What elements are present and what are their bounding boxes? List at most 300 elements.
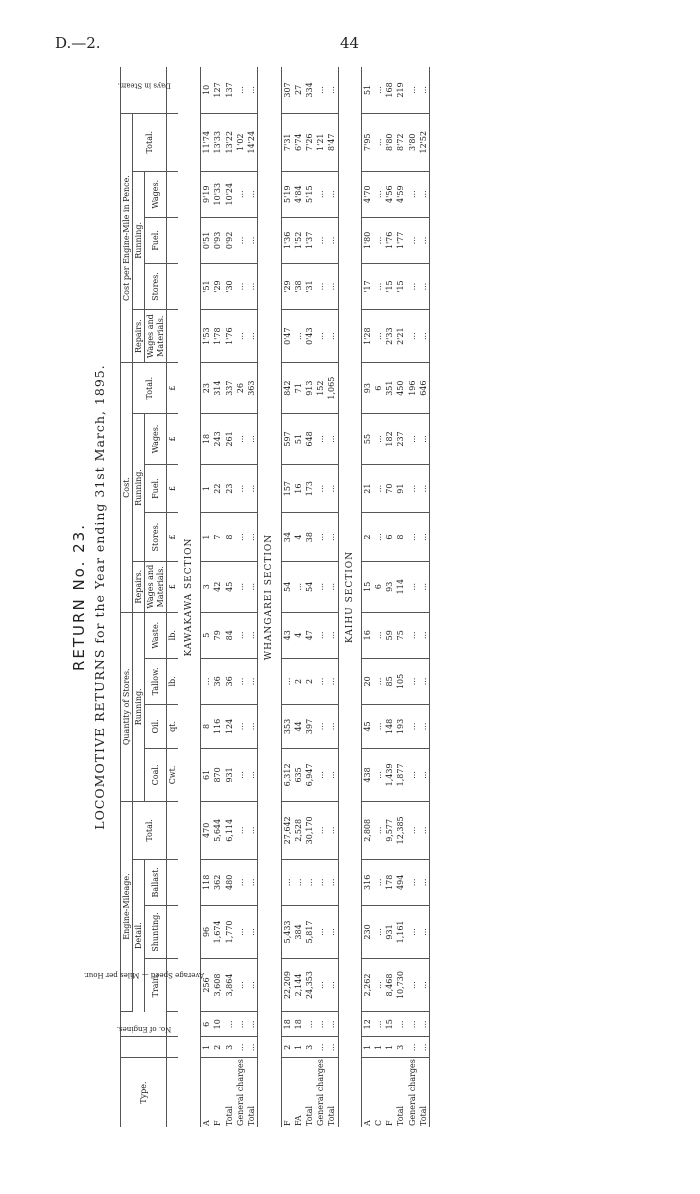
table-cell: ... xyxy=(315,705,326,749)
table-cell: ... xyxy=(246,67,258,113)
table-cell: 1,161 xyxy=(395,905,406,958)
table-cell: 450 xyxy=(395,363,406,414)
table-cell: 36 xyxy=(212,658,223,704)
table-cell: ... xyxy=(373,464,384,512)
table-cell: ... xyxy=(407,1012,418,1037)
table-cell: 1'28 xyxy=(361,310,373,363)
table-cell: 6 xyxy=(373,561,384,612)
table-cell: ... xyxy=(235,1012,246,1037)
table-cell: 597 xyxy=(281,414,293,465)
row-type-cell: General charges xyxy=(407,1059,417,1126)
table-cell: 1'37 xyxy=(304,217,315,263)
table-cell: ... xyxy=(326,310,338,363)
table-cell: 256 xyxy=(201,958,213,1011)
table-cell: 2 xyxy=(361,513,373,561)
table-cell: 397 xyxy=(304,705,315,749)
table-cell: ... xyxy=(407,464,418,512)
table-cell: 5,433 xyxy=(281,905,293,958)
table-cell: ... xyxy=(235,748,246,801)
table-cell: ... xyxy=(246,217,258,263)
table-cell: 59 xyxy=(384,612,395,658)
col-cpm-stores: Stores. xyxy=(145,263,166,309)
table-cell: '17 xyxy=(361,263,373,309)
table-cell: ... xyxy=(326,464,338,512)
table-cell: 5,817 xyxy=(304,905,315,958)
table-cell: 18 xyxy=(281,1012,293,1037)
table-cell: ... xyxy=(407,171,418,217)
table-cell: 4'70 xyxy=(361,171,373,217)
table-cell: ... xyxy=(235,67,246,113)
unit-cell xyxy=(166,1058,178,1127)
table-cell: 85 xyxy=(384,658,395,704)
table-cell: 15 xyxy=(361,561,373,612)
table-cell: ... xyxy=(373,67,384,113)
table-cell: 2,144 xyxy=(293,958,304,1011)
table-cell: 1,065 xyxy=(326,363,338,414)
section-title: WHANGAREI SECTION xyxy=(258,67,281,1127)
table-cell: 4 xyxy=(293,612,304,658)
table-cell: 10 xyxy=(201,67,213,113)
table-cell: 193 xyxy=(395,705,406,749)
unit-cell: £ xyxy=(166,363,178,414)
table-cell: ... xyxy=(326,748,338,801)
table-cell: ... xyxy=(315,310,326,363)
table-cell: ... xyxy=(395,1012,406,1037)
table-cell: 6 xyxy=(384,513,395,561)
table-cell: ... xyxy=(418,859,430,905)
table-cell: ... xyxy=(304,859,315,905)
table-cell: ... xyxy=(281,859,293,905)
table-cell: 16 xyxy=(293,464,304,512)
row-type-cell: Total xyxy=(304,1105,314,1126)
table-cell: 1'36 xyxy=(281,217,293,263)
table-cell: 2'33 xyxy=(384,310,395,363)
table-cell: '15 xyxy=(384,263,395,309)
table-cell: ... xyxy=(246,310,258,363)
table-cell: 18 xyxy=(293,1012,304,1037)
table-cell: 8'72 xyxy=(395,113,406,171)
unit-cell: Cwt. xyxy=(166,748,178,801)
table-cell: ... xyxy=(315,801,326,859)
table-cell: ... xyxy=(246,513,258,561)
table-cell: ... xyxy=(407,1037,418,1058)
table-cell: ... xyxy=(407,748,418,801)
table-cell: 1 xyxy=(384,1037,395,1058)
table-cell: 2 xyxy=(293,658,304,704)
row-type-cell: F xyxy=(385,1120,395,1126)
table-cell: 10 xyxy=(212,1012,223,1037)
table-cell: 1 xyxy=(293,1037,304,1058)
table-cell: 2'21 xyxy=(395,310,406,363)
section-title: KAIHU SECTION xyxy=(338,67,361,1127)
table-cell: 931 xyxy=(384,905,395,958)
table-cell: 316 xyxy=(361,859,373,905)
table-cell: ... xyxy=(407,905,418,958)
table-cell: ... xyxy=(418,612,430,658)
row-type-cell: F xyxy=(213,1120,223,1126)
table-cell: ... xyxy=(373,414,384,465)
table-cell: 7'95 xyxy=(361,113,373,171)
table-row xyxy=(315,67,326,1127)
table-row xyxy=(395,67,406,1127)
unit-cell xyxy=(166,310,178,363)
table-cell: 1'52 xyxy=(293,217,304,263)
table-cell: ... xyxy=(246,612,258,658)
table-cell: ... xyxy=(315,905,326,958)
table-cell: 118 xyxy=(201,859,213,905)
table-cell: 9,577 xyxy=(384,801,395,859)
table-cell: ... xyxy=(407,310,418,363)
unit-cell xyxy=(166,905,178,958)
table-cell: 45 xyxy=(361,705,373,749)
table-cell: ... xyxy=(235,859,246,905)
table-cell: 470 xyxy=(201,801,213,859)
table-cell: ... xyxy=(373,171,384,217)
table-cell: 4'56 xyxy=(384,171,395,217)
table-cell: 178 xyxy=(384,859,395,905)
table-cell: 0'51 xyxy=(201,217,213,263)
return-title: RETURN No. 23. xyxy=(70,523,88,671)
table-cell: 384 xyxy=(293,905,304,958)
section-row xyxy=(178,67,201,1127)
table-cell: ... xyxy=(304,1012,315,1037)
table-cell: 1'21 xyxy=(315,113,326,171)
col-cpm-repairs: Repairs. xyxy=(133,310,145,363)
col-coal: Coal. xyxy=(145,748,166,801)
rotated-return-table xyxy=(70,67,630,1127)
table-cell: ... xyxy=(315,464,326,512)
table-cell: 24,353 xyxy=(304,958,315,1011)
table-cell: ... xyxy=(315,217,326,263)
table-cell: 10'24 xyxy=(224,171,235,217)
table-cell: 71 xyxy=(293,363,304,414)
table-cell: ... xyxy=(326,561,338,612)
table-cell: ... xyxy=(407,217,418,263)
table-cell: 43 xyxy=(281,612,293,658)
table-cell: ... xyxy=(326,705,338,749)
row-type-cell: Total xyxy=(224,1105,234,1126)
table-cell: 12 xyxy=(361,1012,373,1037)
col-days-in-steam: Days in Steam. xyxy=(121,67,167,113)
table-cell: ... xyxy=(407,958,418,1011)
col-fuel: Fuel. xyxy=(145,464,166,512)
table-row xyxy=(212,67,223,1127)
table-cell: ... xyxy=(373,658,384,704)
table-cell: 6 xyxy=(201,1012,213,1037)
table-cell: '29 xyxy=(212,263,223,309)
table-cell: ... xyxy=(373,612,384,658)
table-cell: 15 xyxy=(384,1012,395,1037)
table-cell: ... xyxy=(235,263,246,309)
col-cpm-running: Running. xyxy=(133,171,145,310)
row-type-cell: F xyxy=(282,1120,292,1126)
unit-cell xyxy=(166,1037,178,1058)
table-cell: ... xyxy=(373,705,384,749)
section-row xyxy=(258,67,281,1127)
table-cell: 91 xyxy=(395,464,406,512)
table-cell: 230 xyxy=(361,905,373,958)
table-cell: ... xyxy=(326,217,338,263)
table-cell: ... xyxy=(235,905,246,958)
col-oil: Oil. xyxy=(145,705,166,749)
col-stores-running: Running. xyxy=(133,612,145,801)
table-cell: ... xyxy=(373,905,384,958)
table-cell: 168 xyxy=(384,67,395,113)
section-title: KAWAKAWA SECTION xyxy=(178,67,201,1127)
table-cell: ... xyxy=(246,658,258,704)
table-cell: ... xyxy=(281,658,293,704)
table-cell: ... xyxy=(326,414,338,465)
table-cell: ... xyxy=(373,513,384,561)
table-cell: ... xyxy=(315,414,326,465)
col-wages-materials: Wages and Materials. xyxy=(145,310,166,363)
unit-cell xyxy=(166,859,178,905)
table-cell: ... xyxy=(246,859,258,905)
table-row xyxy=(201,67,213,1127)
table-cell: ... xyxy=(418,263,430,309)
table-cell: 1,877 xyxy=(395,748,406,801)
table-cell: ... xyxy=(246,958,258,1011)
col-engine-mileage: Engine-Mileage. xyxy=(121,801,133,1011)
col-tallow: Tallow. xyxy=(145,658,166,704)
table-cell: 8 xyxy=(201,705,213,749)
table-cell: ... xyxy=(246,464,258,512)
table-cell: 4 xyxy=(293,513,304,561)
table-cell: 148 xyxy=(384,705,395,749)
table-row xyxy=(293,67,304,1127)
table-cell: 2,528 xyxy=(293,801,304,859)
table-cell: 27,642 xyxy=(281,801,293,859)
table-cell: ... xyxy=(373,801,384,859)
table-cell: ... xyxy=(418,513,430,561)
table-cell: 243 xyxy=(212,414,223,465)
table-row xyxy=(304,67,315,1127)
unit-cell xyxy=(166,801,178,859)
table-cell: 1 xyxy=(201,1037,213,1058)
table-cell: 3,608 xyxy=(212,958,223,1011)
table-cell: 42 xyxy=(212,561,223,612)
row-type-cell: Total xyxy=(326,1058,338,1127)
table-cell: '38 xyxy=(293,263,304,309)
col-quantity-stores: Quantity of Stores. xyxy=(121,612,133,801)
table-cell: 2,808 xyxy=(361,801,373,859)
table-cell: 16 xyxy=(361,612,373,658)
table-cell: ... xyxy=(315,1012,326,1037)
table-cell: 3 xyxy=(304,1037,315,1058)
table-cell: ... xyxy=(315,859,326,905)
table-cell: ... xyxy=(407,414,418,465)
table-cell: 7'31 xyxy=(281,113,293,171)
table-cell: ... xyxy=(373,1012,384,1037)
table-cell: ... xyxy=(407,801,418,859)
table-cell: 12'52 xyxy=(418,113,430,171)
table-cell: 84 xyxy=(224,612,235,658)
col-cost-total: Total. xyxy=(133,363,167,414)
table-cell: ... xyxy=(246,414,258,465)
table-cell: 0'93 xyxy=(212,217,223,263)
table-cell: 38 xyxy=(304,513,315,561)
table-cell: 1'53 xyxy=(201,310,213,363)
table-cell: 6'74 xyxy=(293,113,304,171)
table-row xyxy=(224,67,235,1127)
row-type-cell: General charges xyxy=(235,1059,245,1126)
table-cell: ... xyxy=(373,310,384,363)
table-cell: 114 xyxy=(395,561,406,612)
table-cell: 480 xyxy=(224,859,235,905)
table-cell: 913 xyxy=(304,363,315,414)
table-cell: 646 xyxy=(418,363,430,414)
unit-cell: £ xyxy=(166,464,178,512)
table-cell: 870 xyxy=(212,748,223,801)
table-cell: 5 xyxy=(201,612,213,658)
table-cell: ... xyxy=(326,905,338,958)
table-cell: 23 xyxy=(224,464,235,512)
table-cell: 8 xyxy=(224,513,235,561)
table-cell: 10,730 xyxy=(395,958,406,1011)
table-cell: ... xyxy=(407,263,418,309)
table-row xyxy=(361,67,373,1127)
table-cell: 51 xyxy=(361,67,373,113)
table-cell: ... xyxy=(235,1037,246,1058)
table-cell: 494 xyxy=(395,859,406,905)
table-cell: ... xyxy=(373,113,384,171)
table-cell: ... xyxy=(326,658,338,704)
table-cell: ... xyxy=(418,464,430,512)
col-mileage-total: Total. xyxy=(133,801,167,859)
table-cell: ... xyxy=(407,561,418,612)
table-cell: 3,864 xyxy=(224,958,235,1011)
table-cell: 6 xyxy=(373,363,384,414)
table-cell: ... xyxy=(326,859,338,905)
table-cell: 5,644 xyxy=(212,801,223,859)
table-cell: 353 xyxy=(281,705,293,749)
table-cell: ... xyxy=(235,171,246,217)
table-cell: ... xyxy=(315,1037,326,1058)
table-cell: 27 xyxy=(293,67,304,113)
table-cell: 10'33 xyxy=(212,171,223,217)
table-cell: ... xyxy=(326,612,338,658)
table-cell: 12,385 xyxy=(395,801,406,859)
table-cell: ... xyxy=(373,217,384,263)
table-cell: 9'19 xyxy=(201,171,213,217)
table-cell: 2 xyxy=(212,1037,223,1058)
col-shunting: Shunting. xyxy=(145,905,166,958)
table-cell: '15 xyxy=(395,263,406,309)
table-cell: 34 xyxy=(281,513,293,561)
table-cell: ... xyxy=(326,67,338,113)
table-cell: 55 xyxy=(361,414,373,465)
unit-cell: £ xyxy=(166,561,178,612)
table-cell: 3 xyxy=(224,1037,235,1058)
table-cell: ... xyxy=(407,612,418,658)
col-cost-repairs: Repairs. xyxy=(133,561,145,612)
table-cell: ... xyxy=(235,612,246,658)
table-cell: 0'47 xyxy=(281,310,293,363)
col-cpm-fuel: Fuel. xyxy=(145,217,166,263)
table-cell: 70 xyxy=(384,464,395,512)
table-cell: ... xyxy=(418,1037,430,1058)
col-wages-materials-cost: Wages and Materials. xyxy=(145,561,166,612)
table-cell: ... xyxy=(235,217,246,263)
table-cell: ... xyxy=(418,310,430,363)
table-cell: ... xyxy=(246,171,258,217)
table-cell: 13'22 xyxy=(224,113,235,171)
table-cell: ... xyxy=(407,67,418,113)
col-train: Train. xyxy=(145,958,166,1011)
table-cell: ... xyxy=(246,561,258,612)
table-cell: 4'84 xyxy=(293,171,304,217)
row-type-cell: FA xyxy=(293,1115,303,1126)
table-cell: 1 xyxy=(373,1037,384,1058)
table-cell: ... xyxy=(235,464,246,512)
table-cell: ... xyxy=(373,859,384,905)
table-cell: 1 xyxy=(201,464,213,512)
table-cell: ... xyxy=(201,658,213,704)
unit-cell: £ xyxy=(166,414,178,465)
table-cell: 116 xyxy=(212,705,223,749)
table-cell: 1'02 xyxy=(235,113,246,171)
table-cell: 8 xyxy=(395,513,406,561)
table-cell: 1'80 xyxy=(361,217,373,263)
table-cell: ... xyxy=(407,658,418,704)
table-cell: ... xyxy=(235,801,246,859)
unit-cell: £ xyxy=(166,513,178,561)
table-cell: ... xyxy=(418,705,430,749)
table-cell: 334 xyxy=(304,67,315,113)
table-cell: 26 xyxy=(235,363,246,414)
table-cell: '29 xyxy=(281,263,293,309)
col-wages: Wages. xyxy=(145,414,166,465)
table-cell: 307 xyxy=(281,67,293,113)
row-type-cell: General charges xyxy=(316,1059,326,1126)
table-cell: ... xyxy=(315,658,326,704)
table-cell: 196 xyxy=(407,363,418,414)
table-cell: 75 xyxy=(395,612,406,658)
table-cell: 3 xyxy=(395,1037,406,1058)
unit-cell xyxy=(166,67,178,113)
table-cell: 3'80 xyxy=(407,113,418,171)
table-cell: 2,262 xyxy=(361,958,373,1011)
table-cell: ... xyxy=(418,414,430,465)
table-cell: 1'78 xyxy=(212,310,223,363)
table-cell: ... xyxy=(326,1037,338,1058)
table-cell: ... xyxy=(418,958,430,1011)
table-cell: ... xyxy=(418,905,430,958)
table-cell: 152 xyxy=(315,363,326,414)
row-type-cell: A xyxy=(202,1120,212,1126)
table-cell: 362 xyxy=(212,859,223,905)
table-row xyxy=(235,67,246,1127)
table-cell: 1'77 xyxy=(395,217,406,263)
row-type-cell: Total xyxy=(396,1105,406,1126)
table-row xyxy=(373,67,384,1127)
table-cell: '51 xyxy=(201,263,213,309)
table-cell: 648 xyxy=(304,414,315,465)
table-cell: 6,114 xyxy=(224,801,235,859)
table-cell: 1 xyxy=(201,513,213,561)
table-cell: 337 xyxy=(224,363,235,414)
table-cell: 1,770 xyxy=(224,905,235,958)
table-cell: ... xyxy=(235,513,246,561)
table-cell: 6,312 xyxy=(281,748,293,801)
table-cell: 237 xyxy=(395,414,406,465)
table-cell: 14'24 xyxy=(246,113,258,171)
table-cell: 1'76 xyxy=(224,310,235,363)
table-cell: 54 xyxy=(304,561,315,612)
table-cell: '31 xyxy=(304,263,315,309)
table-cell: ... xyxy=(246,263,258,309)
table-row xyxy=(326,67,338,1127)
